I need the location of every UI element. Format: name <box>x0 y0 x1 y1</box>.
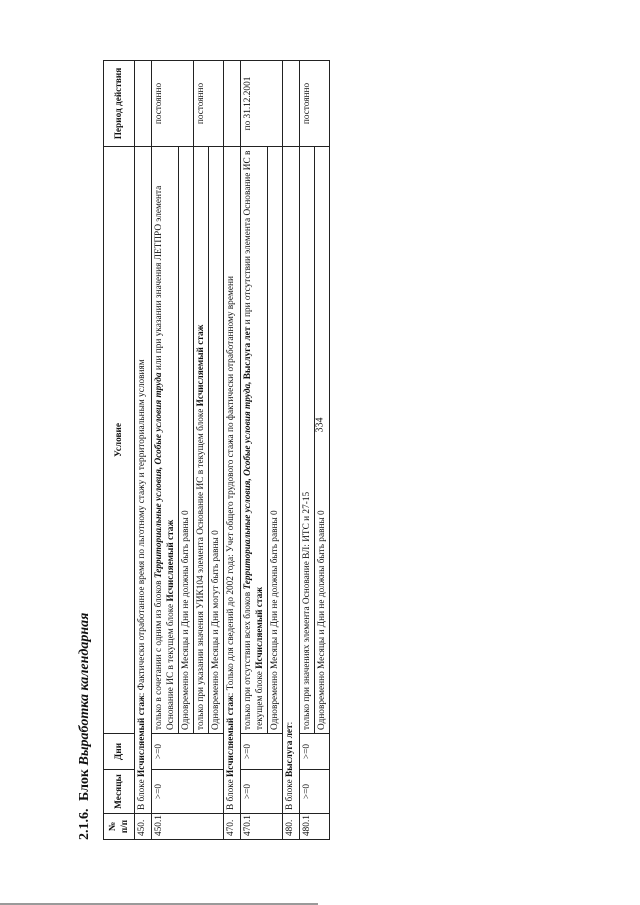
row-condition <box>194 147 209 734</box>
row-months: >=0 <box>152 770 224 814</box>
group-text-b: Исчисляемый стаж <box>137 695 147 777</box>
row-condition-note: Одновременно Месяцы и Дни могут быть равны 0 <box>209 147 224 734</box>
table-row-470-1a <box>241 61 268 840</box>
row-num: 470.1 <box>241 814 283 840</box>
header-condition: Условие <box>104 147 135 734</box>
group-text-c: : Фактически отработанное время по льготному стажу и территориальным условиям <box>137 359 147 696</box>
row-months: >=0 <box>300 770 330 814</box>
row-condition-note: Одновременно Месяцы и Дни не должны быть равны 0 <box>315 147 330 734</box>
table-row-450-2b <box>209 61 224 840</box>
group-num-450: 450. <box>135 814 152 840</box>
group-text-450 <box>135 147 152 814</box>
cond-part-em: Территориальные условия, Особые условия труда, <box>243 379 253 590</box>
group-period-480 <box>283 61 300 147</box>
row-num: 450.1 <box>152 814 224 840</box>
section-title-plain: Блок <box>77 769 92 801</box>
header-days: Дни <box>104 734 135 770</box>
row-condition-note: Одновременно Месяцы и Дни не должны быть равны 0 <box>268 147 283 734</box>
group-period-450 <box>135 61 152 147</box>
group-num-470: 470. <box>224 814 241 840</box>
table-row-480-1b <box>315 61 330 840</box>
row-condition <box>241 147 268 734</box>
table-row-450-2a <box>194 61 209 840</box>
group-text-480 <box>283 147 300 814</box>
header-months: Месяцы <box>104 770 135 814</box>
cond-part: только при указании значения УИК104 элемента Основание ИС в текущем блоке <box>196 406 206 730</box>
cond-part-bold: Выслуга лет <box>243 326 253 380</box>
row-condition-note: Одновременно Месяцы и Дни не должны быть равны 0 <box>179 147 194 734</box>
table-row-480-1a <box>300 61 315 840</box>
group-num-480: 480. <box>283 814 300 840</box>
row-period: постоянно <box>194 61 224 147</box>
row-days: >=0 <box>241 734 283 770</box>
section-title <box>75 60 95 840</box>
group-row-450 <box>135 61 152 840</box>
group-text-b: Выслуга лет <box>285 724 295 777</box>
section-title-italic: Выработка календарная <box>77 612 92 766</box>
row-period: по 31.12.2001 <box>241 61 283 147</box>
table-row-450-1b <box>179 61 194 840</box>
page-number: 334 <box>314 417 326 433</box>
row-condition <box>152 147 179 734</box>
table-row-470-1b <box>268 61 283 840</box>
row-num: 480.1 <box>300 814 330 840</box>
row-months: >=0 <box>241 770 283 814</box>
cond-part: или при указании значения ЛЕТПРО элемента Основание ИС в текущем блоке <box>154 185 176 730</box>
rotated-page <box>75 60 330 840</box>
group-text-c: : <box>285 721 295 725</box>
group-period-470 <box>224 61 241 147</box>
header-num: № п/п <box>104 814 135 840</box>
header-period: Период действия <box>104 61 135 147</box>
cond-part-bold: Исчисляемый стаж <box>196 324 206 407</box>
group-text-b: Исчисляемый стаж <box>226 695 236 777</box>
conditions-table <box>103 60 330 840</box>
group-row-470 <box>224 61 241 840</box>
row-condition: только при значениях элемента Основание ВЛ: ИТС и 27-15 <box>300 147 315 734</box>
group-text-a: В блоке <box>226 776 236 810</box>
group-row-480 <box>283 61 300 840</box>
cond-part-em: Территориальные условия, Особые условия труда <box>154 372 164 579</box>
group-text-a: В блоке <box>285 776 295 810</box>
row-days: >=0 <box>300 734 330 770</box>
cond-part: только в сочетании с одним из блоков <box>154 578 164 730</box>
row-period: постоянно <box>152 61 194 147</box>
row-period: постоянно <box>300 61 330 147</box>
group-text-470 <box>224 147 241 814</box>
section-number: 2.1.6. <box>77 808 92 840</box>
cond-part: и при отсутствии элемента Основание ИС в текущем блоке <box>243 150 265 730</box>
cond-part: только при отсутствии всех блоков <box>243 589 253 730</box>
table-row-450-1a <box>152 61 179 840</box>
cond-part-bold: Исчисляемый стаж <box>255 587 265 669</box>
group-text-a: В блоке <box>137 776 147 810</box>
cond-part-bold: Исчисляемый стаж <box>166 519 176 602</box>
header-row <box>104 61 135 840</box>
group-text-c: : Только для сведений до 2002 года: Учет общего трудового стажа по фактически отработанному времени <box>226 276 236 696</box>
row-days: >=0 <box>152 734 224 770</box>
